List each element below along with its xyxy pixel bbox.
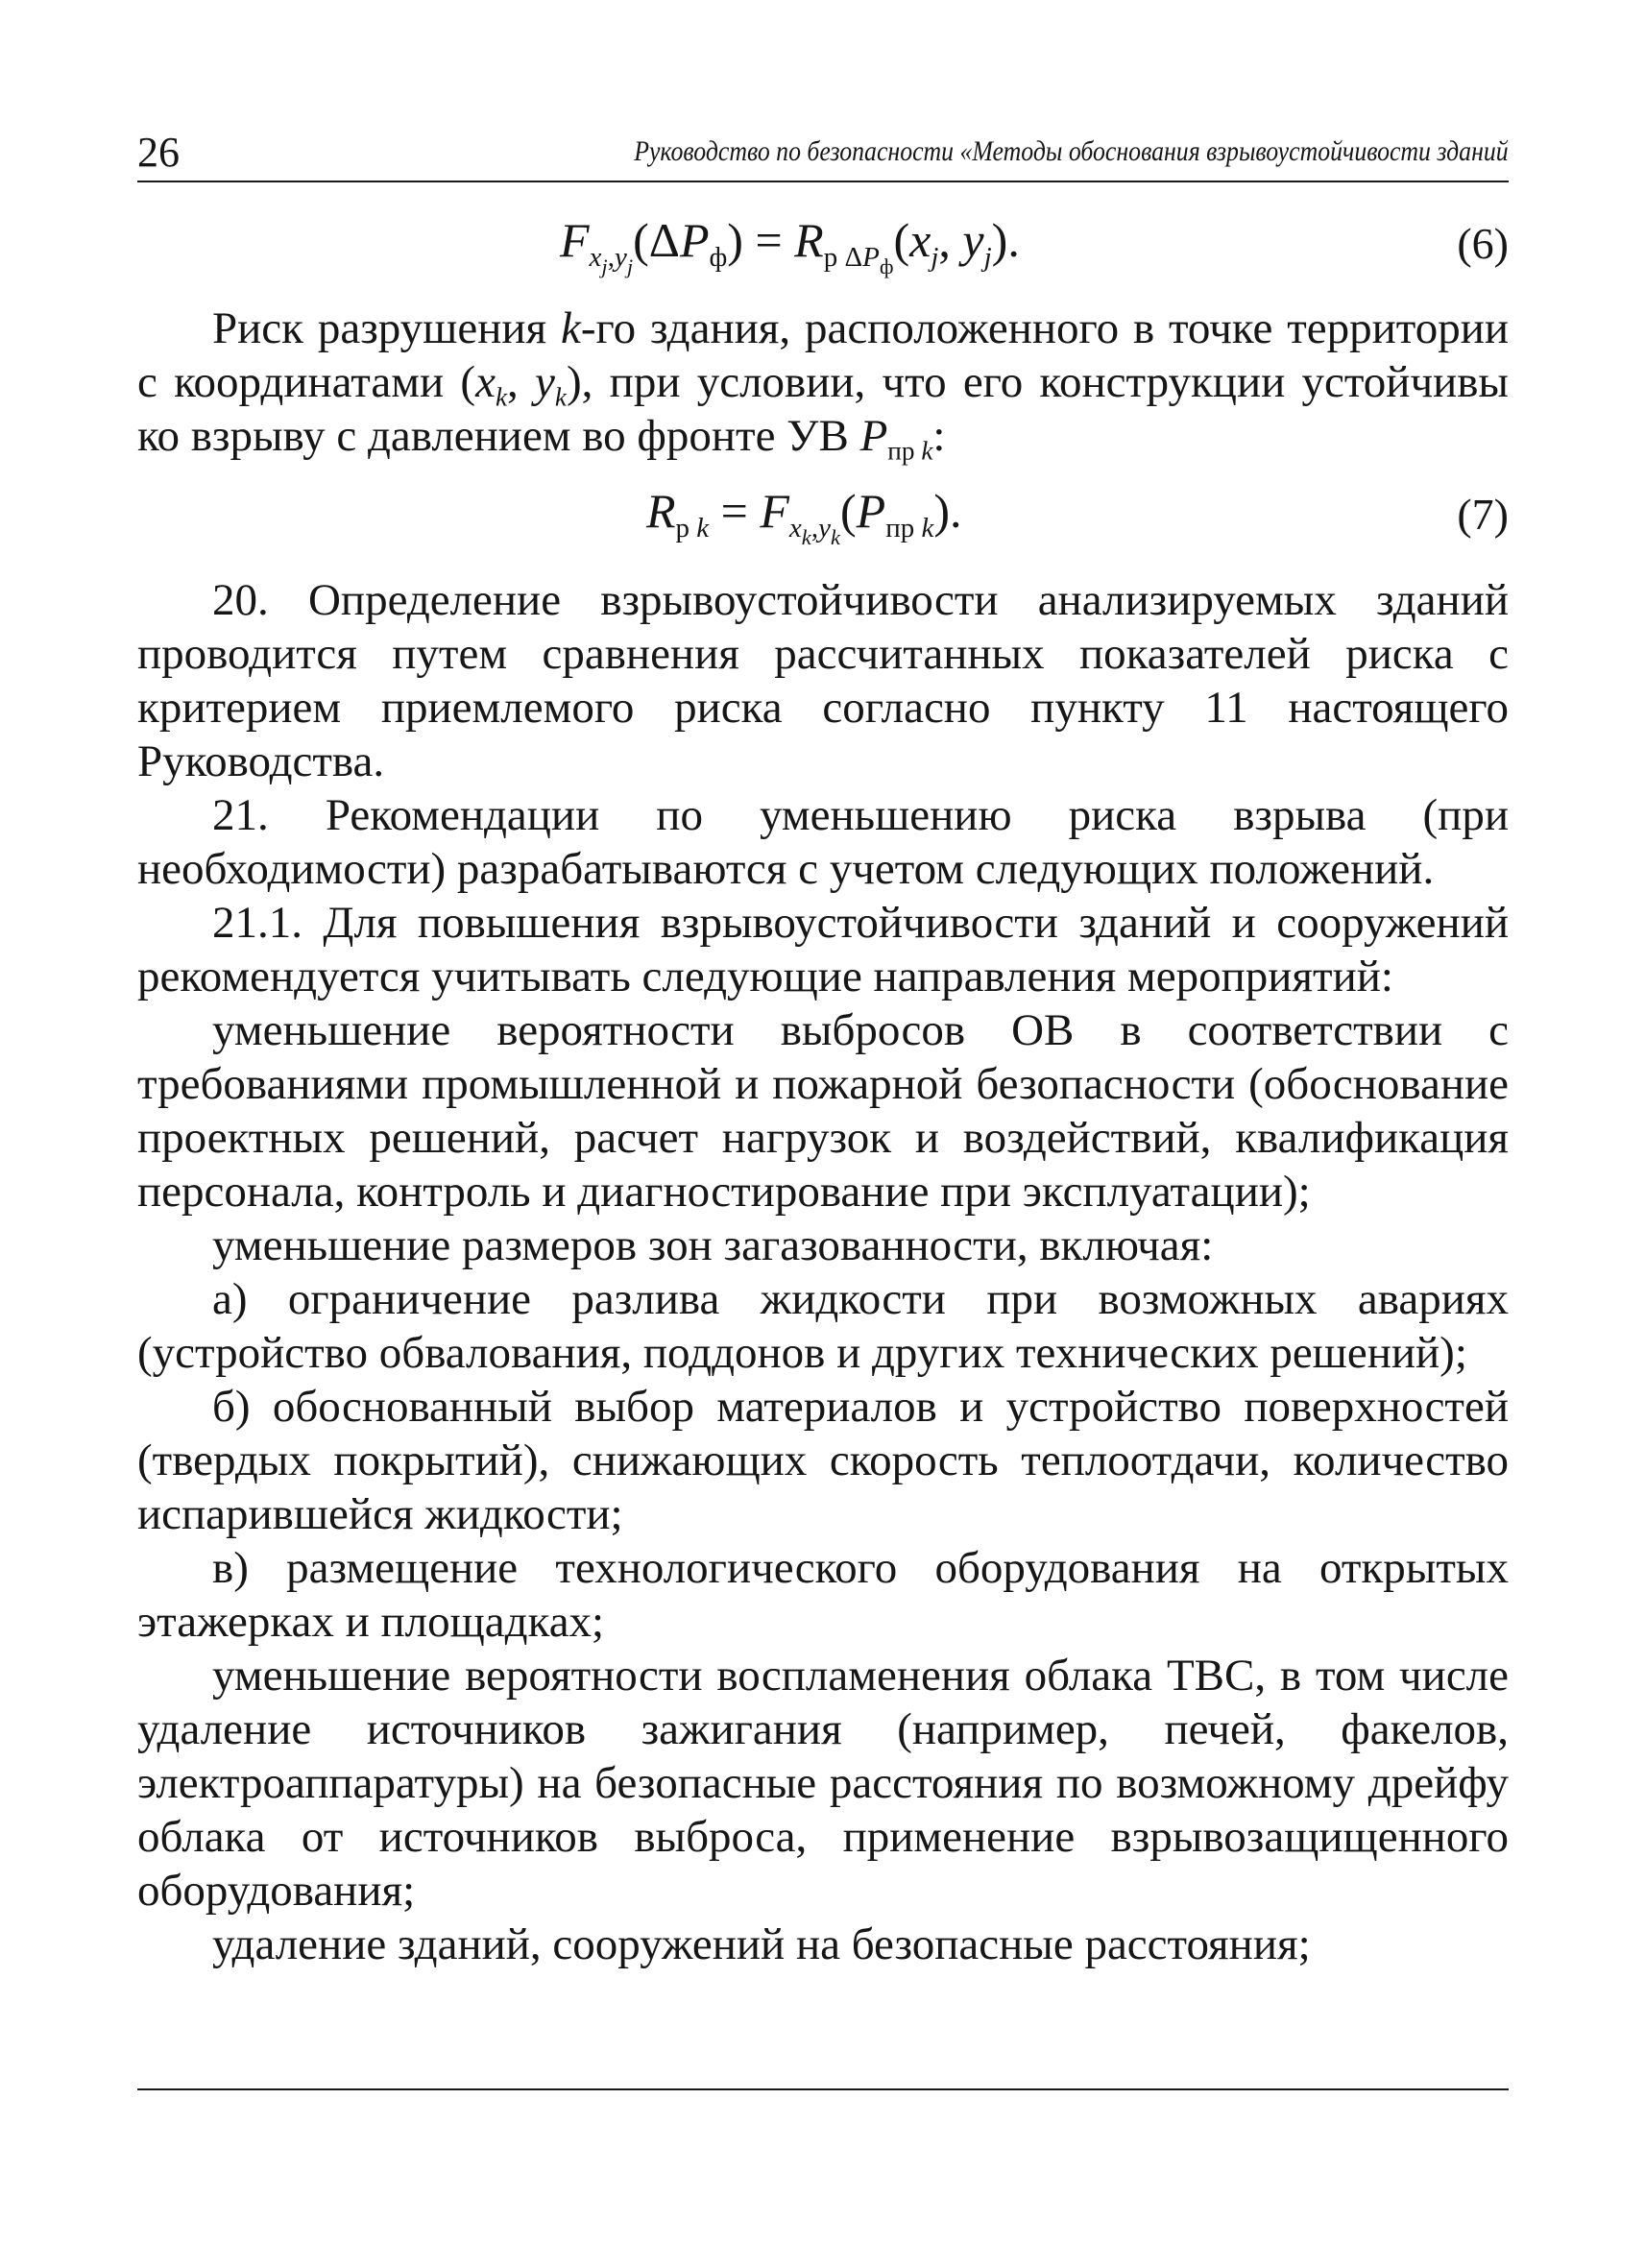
- formula-7-expression: $R_{р k} = F_{x_k,y_k}(P_{пр k})$.: [646, 484, 962, 550]
- main-body-text: [137, 573, 1509, 1971]
- list-item-v: в) размещение технологического оборудования на открытых этажерках и площадках;: [137, 1543, 1509, 1647]
- page-header: [137, 119, 1509, 182]
- formula-6-expression: $F_{x_j,y_j}(\Delta P_ф) = R_{р \Delta P_ф}(x_j$, $y_j$).: [560, 213, 1020, 279]
- formula-7-number: (7): [1457, 490, 1509, 539]
- paragraph-text: Риск разрушения k-го здания, расположенного в точке территории с координатами ($x_k$, $y_k$), при условии, что его конструкции устойчивы ко взрыву с давлением во фронте УВ $P_{пр k}$:: [137, 303, 1510, 466]
- list-item-b: б) обоснованный выбор материалов и устройство поверхностей (твердых покрытий), снижающих скорость теплоотдачи, количество испарившейся жидкости;: [137, 1382, 1509, 1539]
- bottom-rule: [137, 2088, 1509, 2090]
- paragraph-ignition-probability: уменьшение вероятности воспламенения облака ТВС, в том числе удаление источников зажигания (например, печей, факелов, электроаппаратуры) на безопасные расстояния по возможному дрейфу облака от источников выброса, применение взрывозащищенного оборудования;: [137, 1651, 1509, 1916]
- running-title: Руководство по безопасности «Методы обоснования взрывоустойчивости зданий: [634, 135, 1509, 167]
- formula-6-number: (6): [1457, 219, 1509, 268]
- paragraph-gas-zones: уменьшение размеров зон загазованности, включая:: [212, 1220, 1214, 1270]
- paragraph-21-1: 21.1. Для повышения взрывоустойчивости зданий и сооружений рекомендуется учитывать следующие направления мероприятий:: [137, 898, 1509, 1001]
- list-item-a: а) ограничение разлива жидкости при возможных авариях (устройство обвалования, поддонов и других технических решений);: [137, 1274, 1509, 1378]
- paragraph-risk-definition: [137, 302, 1510, 466]
- paragraph-21: 21. Рекомендации по уменьшению риска взрыва (при необходимости) разрабатываются с учетом следующих положений.: [137, 790, 1509, 894]
- page-number: 26: [137, 129, 180, 176]
- paragraph-building-removal: удаление зданий, сооружений на безопасные расстояния;: [212, 1919, 1311, 1969]
- paragraph-20: 20. Определение взрывоустойчивости анализируемых зданий проводится путем сравнения рассчитанных показателей риска с критерием приемлемого риска согласно пункту 11 настоящего Руководства.: [137, 575, 1509, 786]
- formula-7: [137, 472, 1509, 549]
- formula-6: [137, 202, 1509, 278]
- paragraph-release-probability: уменьшение вероятности выбросов ОВ в соответствии с требованиями промышленной и пожарной безопасности (обоснование проектных решений, расчет нагрузок и воздействий, квалификация персонала, контроль и диагностирование при эксплуатации);: [137, 1005, 1509, 1217]
